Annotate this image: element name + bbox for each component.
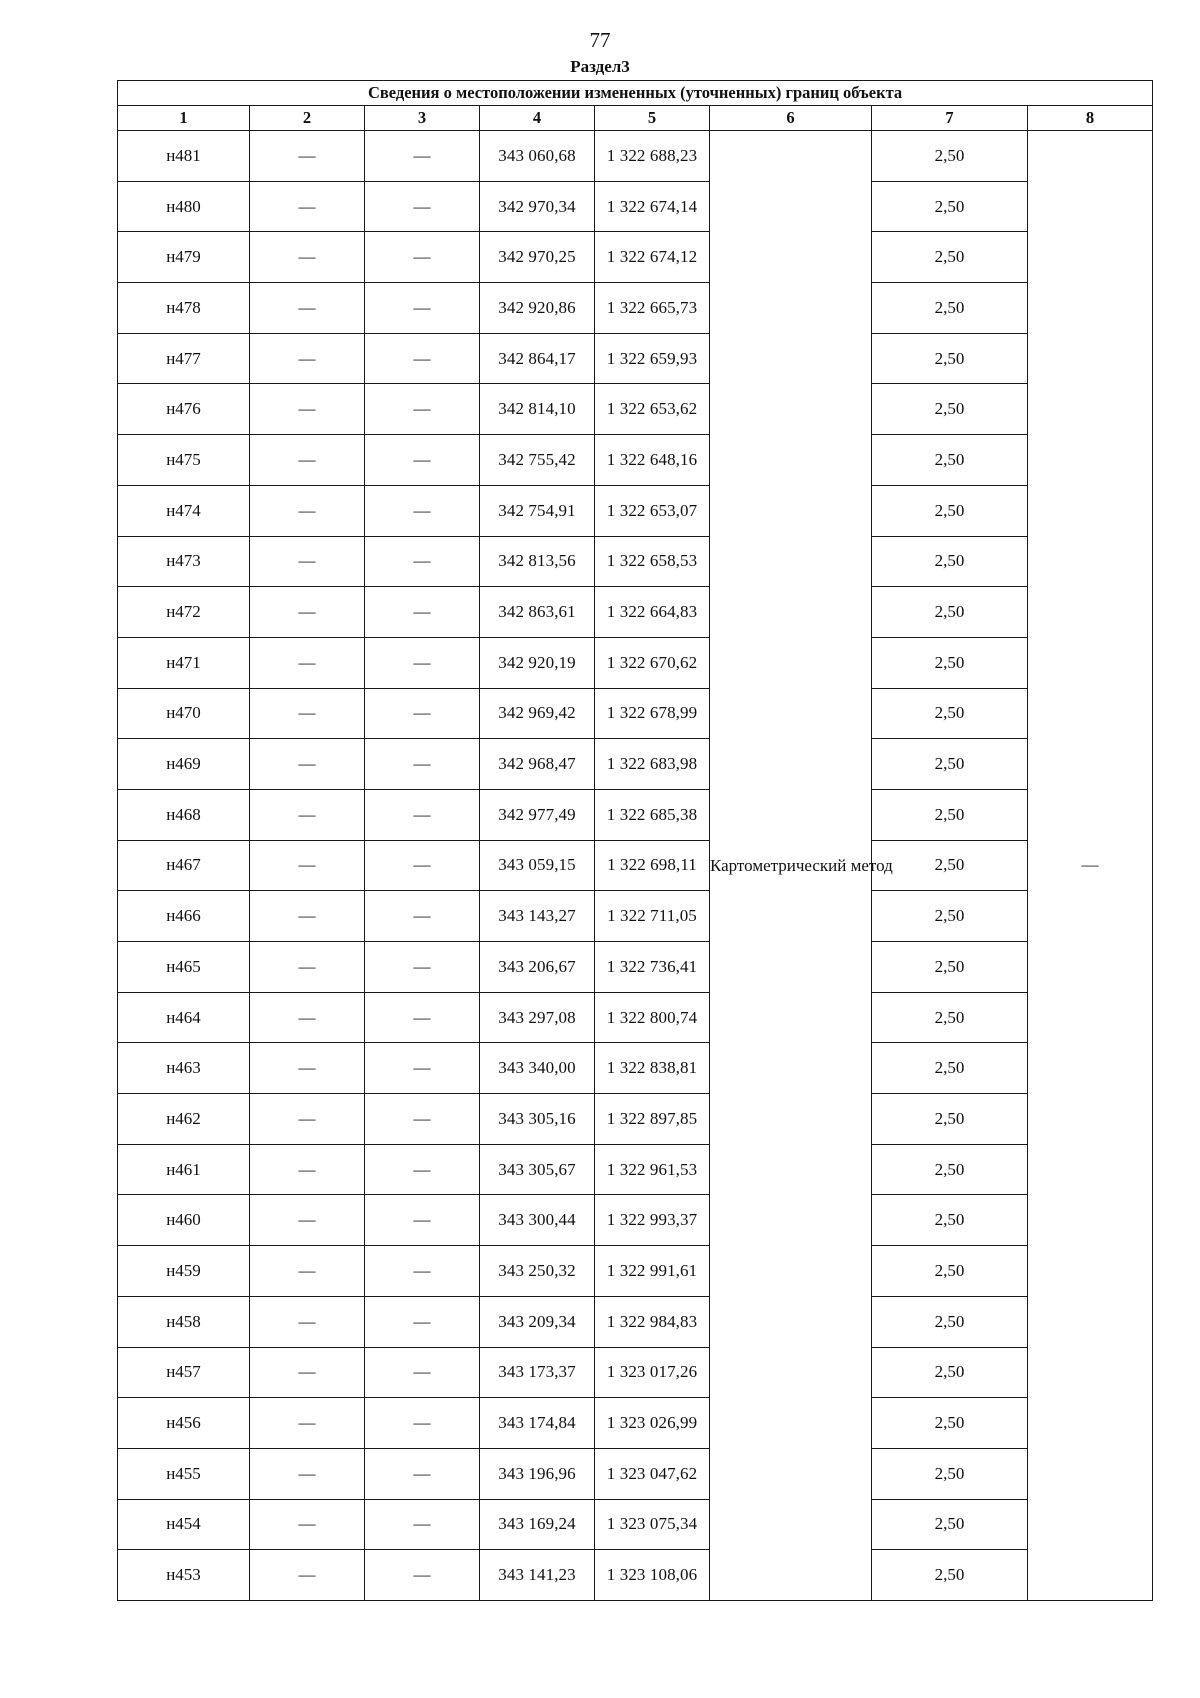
y-coordinate-cell: 1 323 047,62: [595, 1448, 710, 1499]
table-row: [118, 1398, 1153, 1449]
x-coordinate-cell: 343 297,08: [480, 992, 595, 1043]
accuracy-cell: 2,50: [872, 891, 1028, 942]
column2-cell: —: [250, 1448, 365, 1499]
column2-cell: —: [250, 435, 365, 486]
table-row: [118, 536, 1153, 587]
table-row: [118, 739, 1153, 790]
point-name-cell: н468: [118, 789, 250, 840]
table-title: Сведения о местоположении измененных (уточненных) границ объекта: [118, 81, 1153, 106]
x-coordinate-cell: 343 209,34: [480, 1296, 595, 1347]
column3-cell: —: [365, 1347, 480, 1398]
y-coordinate-cell: 1 322 838,81: [595, 1043, 710, 1094]
column3-cell: —: [365, 992, 480, 1043]
x-coordinate-cell: 342 968,47: [480, 739, 595, 790]
table-row: [118, 333, 1153, 384]
x-coordinate-cell: 343 300,44: [480, 1195, 595, 1246]
table-row: [118, 1195, 1153, 1246]
column3-cell: —: [365, 536, 480, 587]
accuracy-cell: 2,50: [872, 587, 1028, 638]
column3-cell: —: [365, 891, 480, 942]
accuracy-cell: 2,50: [872, 536, 1028, 587]
table-row: [118, 384, 1153, 435]
accuracy-cell: 2,50: [872, 739, 1028, 790]
accuracy-cell: 2,50: [872, 435, 1028, 486]
table-row: [118, 1144, 1153, 1195]
column3-cell: —: [365, 789, 480, 840]
x-coordinate-cell: 343 250,32: [480, 1246, 595, 1297]
column2-cell: —: [250, 637, 365, 688]
accuracy-cell: 2,50: [872, 485, 1028, 536]
point-name-cell: н456: [118, 1398, 250, 1449]
column3-cell: —: [365, 1094, 480, 1145]
point-name-cell: н476: [118, 384, 250, 435]
point-name-cell: н474: [118, 485, 250, 536]
column-number-6: 6: [710, 106, 872, 131]
x-coordinate-cell: 342 814,10: [480, 384, 595, 435]
accuracy-cell: 2,50: [872, 384, 1028, 435]
column2-cell: —: [250, 1043, 365, 1094]
table-row: [118, 232, 1153, 283]
y-coordinate-cell: 1 322 688,23: [595, 131, 710, 182]
accuracy-cell: 2,50: [872, 181, 1028, 232]
column2-cell: —: [250, 232, 365, 283]
table-row: [118, 1347, 1153, 1398]
column2-cell: —: [250, 333, 365, 384]
column2-cell: —: [250, 992, 365, 1043]
accuracy-cell: 2,50: [872, 1094, 1028, 1145]
accuracy-cell: 2,50: [872, 789, 1028, 840]
column2-cell: —: [250, 1094, 365, 1145]
x-coordinate-cell: 343 305,16: [480, 1094, 595, 1145]
accuracy-cell: 2,50: [872, 1195, 1028, 1246]
point-name-cell: н464: [118, 992, 250, 1043]
column8-cell: —: [1028, 131, 1153, 1601]
table-row: [118, 435, 1153, 486]
point-name-cell: н475: [118, 435, 250, 486]
accuracy-cell: 2,50: [872, 1499, 1028, 1550]
y-coordinate-cell: 1 323 075,34: [595, 1499, 710, 1550]
table-row: [118, 283, 1153, 334]
table-row: [118, 1043, 1153, 1094]
table-row: [118, 840, 1153, 891]
point-name-cell: н478: [118, 283, 250, 334]
coordinates-table: [117, 80, 1153, 1601]
table-row: [118, 942, 1153, 993]
y-coordinate-cell: 1 323 108,06: [595, 1550, 710, 1601]
point-name-cell: н472: [118, 587, 250, 638]
point-name-cell: н457: [118, 1347, 250, 1398]
column2-cell: —: [250, 181, 365, 232]
accuracy-cell: 2,50: [872, 840, 1028, 891]
column2-cell: —: [250, 536, 365, 587]
accuracy-cell: 2,50: [872, 688, 1028, 739]
point-name-cell: н460: [118, 1195, 250, 1246]
point-name-cell: н473: [118, 536, 250, 587]
column2-cell: —: [250, 1246, 365, 1297]
column3-cell: —: [365, 1296, 480, 1347]
x-coordinate-cell: 342 863,61: [480, 587, 595, 638]
accuracy-cell: 2,50: [872, 637, 1028, 688]
column2-cell: —: [250, 688, 365, 739]
x-coordinate-cell: 343 169,24: [480, 1499, 595, 1550]
column3-cell: —: [365, 1043, 480, 1094]
x-coordinate-cell: 342 970,34: [480, 181, 595, 232]
y-coordinate-cell: 1 322 698,11: [595, 840, 710, 891]
table-row: [118, 587, 1153, 638]
accuracy-cell: 2,50: [872, 1448, 1028, 1499]
column3-cell: —: [365, 485, 480, 536]
accuracy-cell: 2,50: [872, 942, 1028, 993]
y-coordinate-cell: 1 322 648,16: [595, 435, 710, 486]
accuracy-cell: 2,50: [872, 1398, 1028, 1449]
column3-cell: —: [365, 1246, 480, 1297]
x-coordinate-cell: 343 173,37: [480, 1347, 595, 1398]
y-coordinate-cell: 1 322 670,62: [595, 637, 710, 688]
x-coordinate-cell: 343 059,15: [480, 840, 595, 891]
table-row: [118, 1296, 1153, 1347]
point-name-cell: н480: [118, 181, 250, 232]
x-coordinate-cell: 343 141,23: [480, 1550, 595, 1601]
table-row: [118, 1499, 1153, 1550]
table-row: [118, 1246, 1153, 1297]
column3-cell: —: [365, 232, 480, 283]
y-coordinate-cell: 1 323 026,99: [595, 1398, 710, 1449]
column2-cell: —: [250, 485, 365, 536]
point-name-cell: н462: [118, 1094, 250, 1145]
point-name-cell: н461: [118, 1144, 250, 1195]
point-name-cell: н459: [118, 1246, 250, 1297]
point-name-cell: н458: [118, 1296, 250, 1347]
column3-cell: —: [365, 637, 480, 688]
column2-cell: —: [250, 283, 365, 334]
column2-cell: —: [250, 587, 365, 638]
point-name-cell: н469: [118, 739, 250, 790]
column2-cell: —: [250, 942, 365, 993]
y-coordinate-cell: 1 322 683,98: [595, 739, 710, 790]
accuracy-cell: 2,50: [872, 131, 1028, 182]
y-coordinate-cell: 1 323 017,26: [595, 1347, 710, 1398]
y-coordinate-cell: 1 322 674,14: [595, 181, 710, 232]
x-coordinate-cell: 342 754,91: [480, 485, 595, 536]
table-row: [118, 1448, 1153, 1499]
column2-cell: —: [250, 384, 365, 435]
column3-cell: —: [365, 1499, 480, 1550]
point-name-cell: н454: [118, 1499, 250, 1550]
accuracy-cell: 2,50: [872, 1144, 1028, 1195]
column2-cell: —: [250, 739, 365, 790]
point-name-cell: н467: [118, 840, 250, 891]
y-coordinate-cell: 1 322 984,83: [595, 1296, 710, 1347]
accuracy-cell: 2,50: [872, 1550, 1028, 1601]
y-coordinate-cell: 1 322 800,74: [595, 992, 710, 1043]
method-cell: Картометрический метод: [710, 131, 872, 1601]
column3-cell: —: [365, 1448, 480, 1499]
column-number-1: 1: [118, 106, 250, 131]
table-row: [118, 688, 1153, 739]
accuracy-cell: 2,50: [872, 232, 1028, 283]
column-number-4: 4: [480, 106, 595, 131]
y-coordinate-cell: 1 322 653,07: [595, 485, 710, 536]
y-coordinate-cell: 1 322 736,41: [595, 942, 710, 993]
table-row: [118, 789, 1153, 840]
column3-cell: —: [365, 1550, 480, 1601]
column2-cell: —: [250, 1195, 365, 1246]
column3-cell: —: [365, 1144, 480, 1195]
column3-cell: —: [365, 942, 480, 993]
x-coordinate-cell: 343 206,67: [480, 942, 595, 993]
x-coordinate-cell: 342 864,17: [480, 333, 595, 384]
y-coordinate-cell: 1 322 658,53: [595, 536, 710, 587]
table-row: [118, 1094, 1153, 1145]
x-coordinate-cell: 342 920,19: [480, 637, 595, 688]
y-coordinate-cell: 1 322 991,61: [595, 1246, 710, 1297]
point-name-cell: н466: [118, 891, 250, 942]
point-name-cell: н453: [118, 1550, 250, 1601]
x-coordinate-cell: 343 305,67: [480, 1144, 595, 1195]
x-coordinate-cell: 342 813,56: [480, 536, 595, 587]
y-coordinate-cell: 1 322 665,73: [595, 283, 710, 334]
y-coordinate-cell: 1 322 678,99: [595, 688, 710, 739]
accuracy-cell: 2,50: [872, 283, 1028, 334]
column-number-5: 5: [595, 106, 710, 131]
column2-cell: —: [250, 1398, 365, 1449]
y-coordinate-cell: 1 322 897,85: [595, 1094, 710, 1145]
table-row: [118, 637, 1153, 688]
accuracy-cell: 2,50: [872, 1043, 1028, 1094]
y-coordinate-cell: 1 322 653,62: [595, 384, 710, 435]
column2-cell: —: [250, 789, 365, 840]
accuracy-cell: 2,50: [872, 1296, 1028, 1347]
column3-cell: —: [365, 131, 480, 182]
table-row: [118, 181, 1153, 232]
column-number-2: 2: [250, 106, 365, 131]
y-coordinate-cell: 1 322 664,83: [595, 587, 710, 638]
column2-cell: —: [250, 1499, 365, 1550]
column3-cell: —: [365, 840, 480, 891]
table-row: [118, 891, 1153, 942]
table-row: [118, 1550, 1153, 1601]
column3-cell: —: [365, 1195, 480, 1246]
y-coordinate-cell: 1 322 674,12: [595, 232, 710, 283]
point-name-cell: н479: [118, 232, 250, 283]
column2-cell: —: [250, 131, 365, 182]
column3-cell: —: [365, 739, 480, 790]
column3-cell: —: [365, 1398, 480, 1449]
column3-cell: —: [365, 435, 480, 486]
x-coordinate-cell: 342 970,25: [480, 232, 595, 283]
column3-cell: —: [365, 283, 480, 334]
column-number-3: 3: [365, 106, 480, 131]
x-coordinate-cell: 343 174,84: [480, 1398, 595, 1449]
point-name-cell: н471: [118, 637, 250, 688]
x-coordinate-cell: 342 920,86: [480, 283, 595, 334]
column-number-8: 8: [1028, 106, 1153, 131]
table-row: [118, 485, 1153, 536]
column2-cell: —: [250, 840, 365, 891]
y-coordinate-cell: 1 322 659,93: [595, 333, 710, 384]
column2-cell: —: [250, 1144, 365, 1195]
y-coordinate-cell: 1 322 993,37: [595, 1195, 710, 1246]
x-coordinate-cell: 343 143,27: [480, 891, 595, 942]
column3-cell: —: [365, 181, 480, 232]
column2-cell: —: [250, 1550, 365, 1601]
point-name-cell: н455: [118, 1448, 250, 1499]
accuracy-cell: 2,50: [872, 1246, 1028, 1297]
column3-cell: —: [365, 384, 480, 435]
point-name-cell: н465: [118, 942, 250, 993]
y-coordinate-cell: 1 322 685,38: [595, 789, 710, 840]
x-coordinate-cell: 342 969,42: [480, 688, 595, 739]
x-coordinate-cell: 343 340,00: [480, 1043, 595, 1094]
y-coordinate-cell: 1 322 711,05: [595, 891, 710, 942]
table-row: [118, 131, 1153, 182]
section-title: Раздел3: [570, 57, 630, 76]
point-name-cell: н463: [118, 1043, 250, 1094]
page-number: 77: [589, 28, 611, 52]
accuracy-cell: 2,50: [872, 1347, 1028, 1398]
column3-cell: —: [365, 688, 480, 739]
column3-cell: —: [365, 333, 480, 384]
column-number-7: 7: [872, 106, 1028, 131]
accuracy-cell: 2,50: [872, 992, 1028, 1043]
x-coordinate-cell: 343 060,68: [480, 131, 595, 182]
x-coordinate-cell: 342 755,42: [480, 435, 595, 486]
y-coordinate-cell: 1 322 961,53: [595, 1144, 710, 1195]
point-name-cell: н477: [118, 333, 250, 384]
table-row: [118, 992, 1153, 1043]
column2-cell: —: [250, 891, 365, 942]
x-coordinate-cell: 342 977,49: [480, 789, 595, 840]
column2-cell: —: [250, 1347, 365, 1398]
column2-cell: —: [250, 1296, 365, 1347]
x-coordinate-cell: 343 196,96: [480, 1448, 595, 1499]
point-name-cell: н481: [118, 131, 250, 182]
accuracy-cell: 2,50: [872, 333, 1028, 384]
column3-cell: —: [365, 587, 480, 638]
point-name-cell: н470: [118, 688, 250, 739]
